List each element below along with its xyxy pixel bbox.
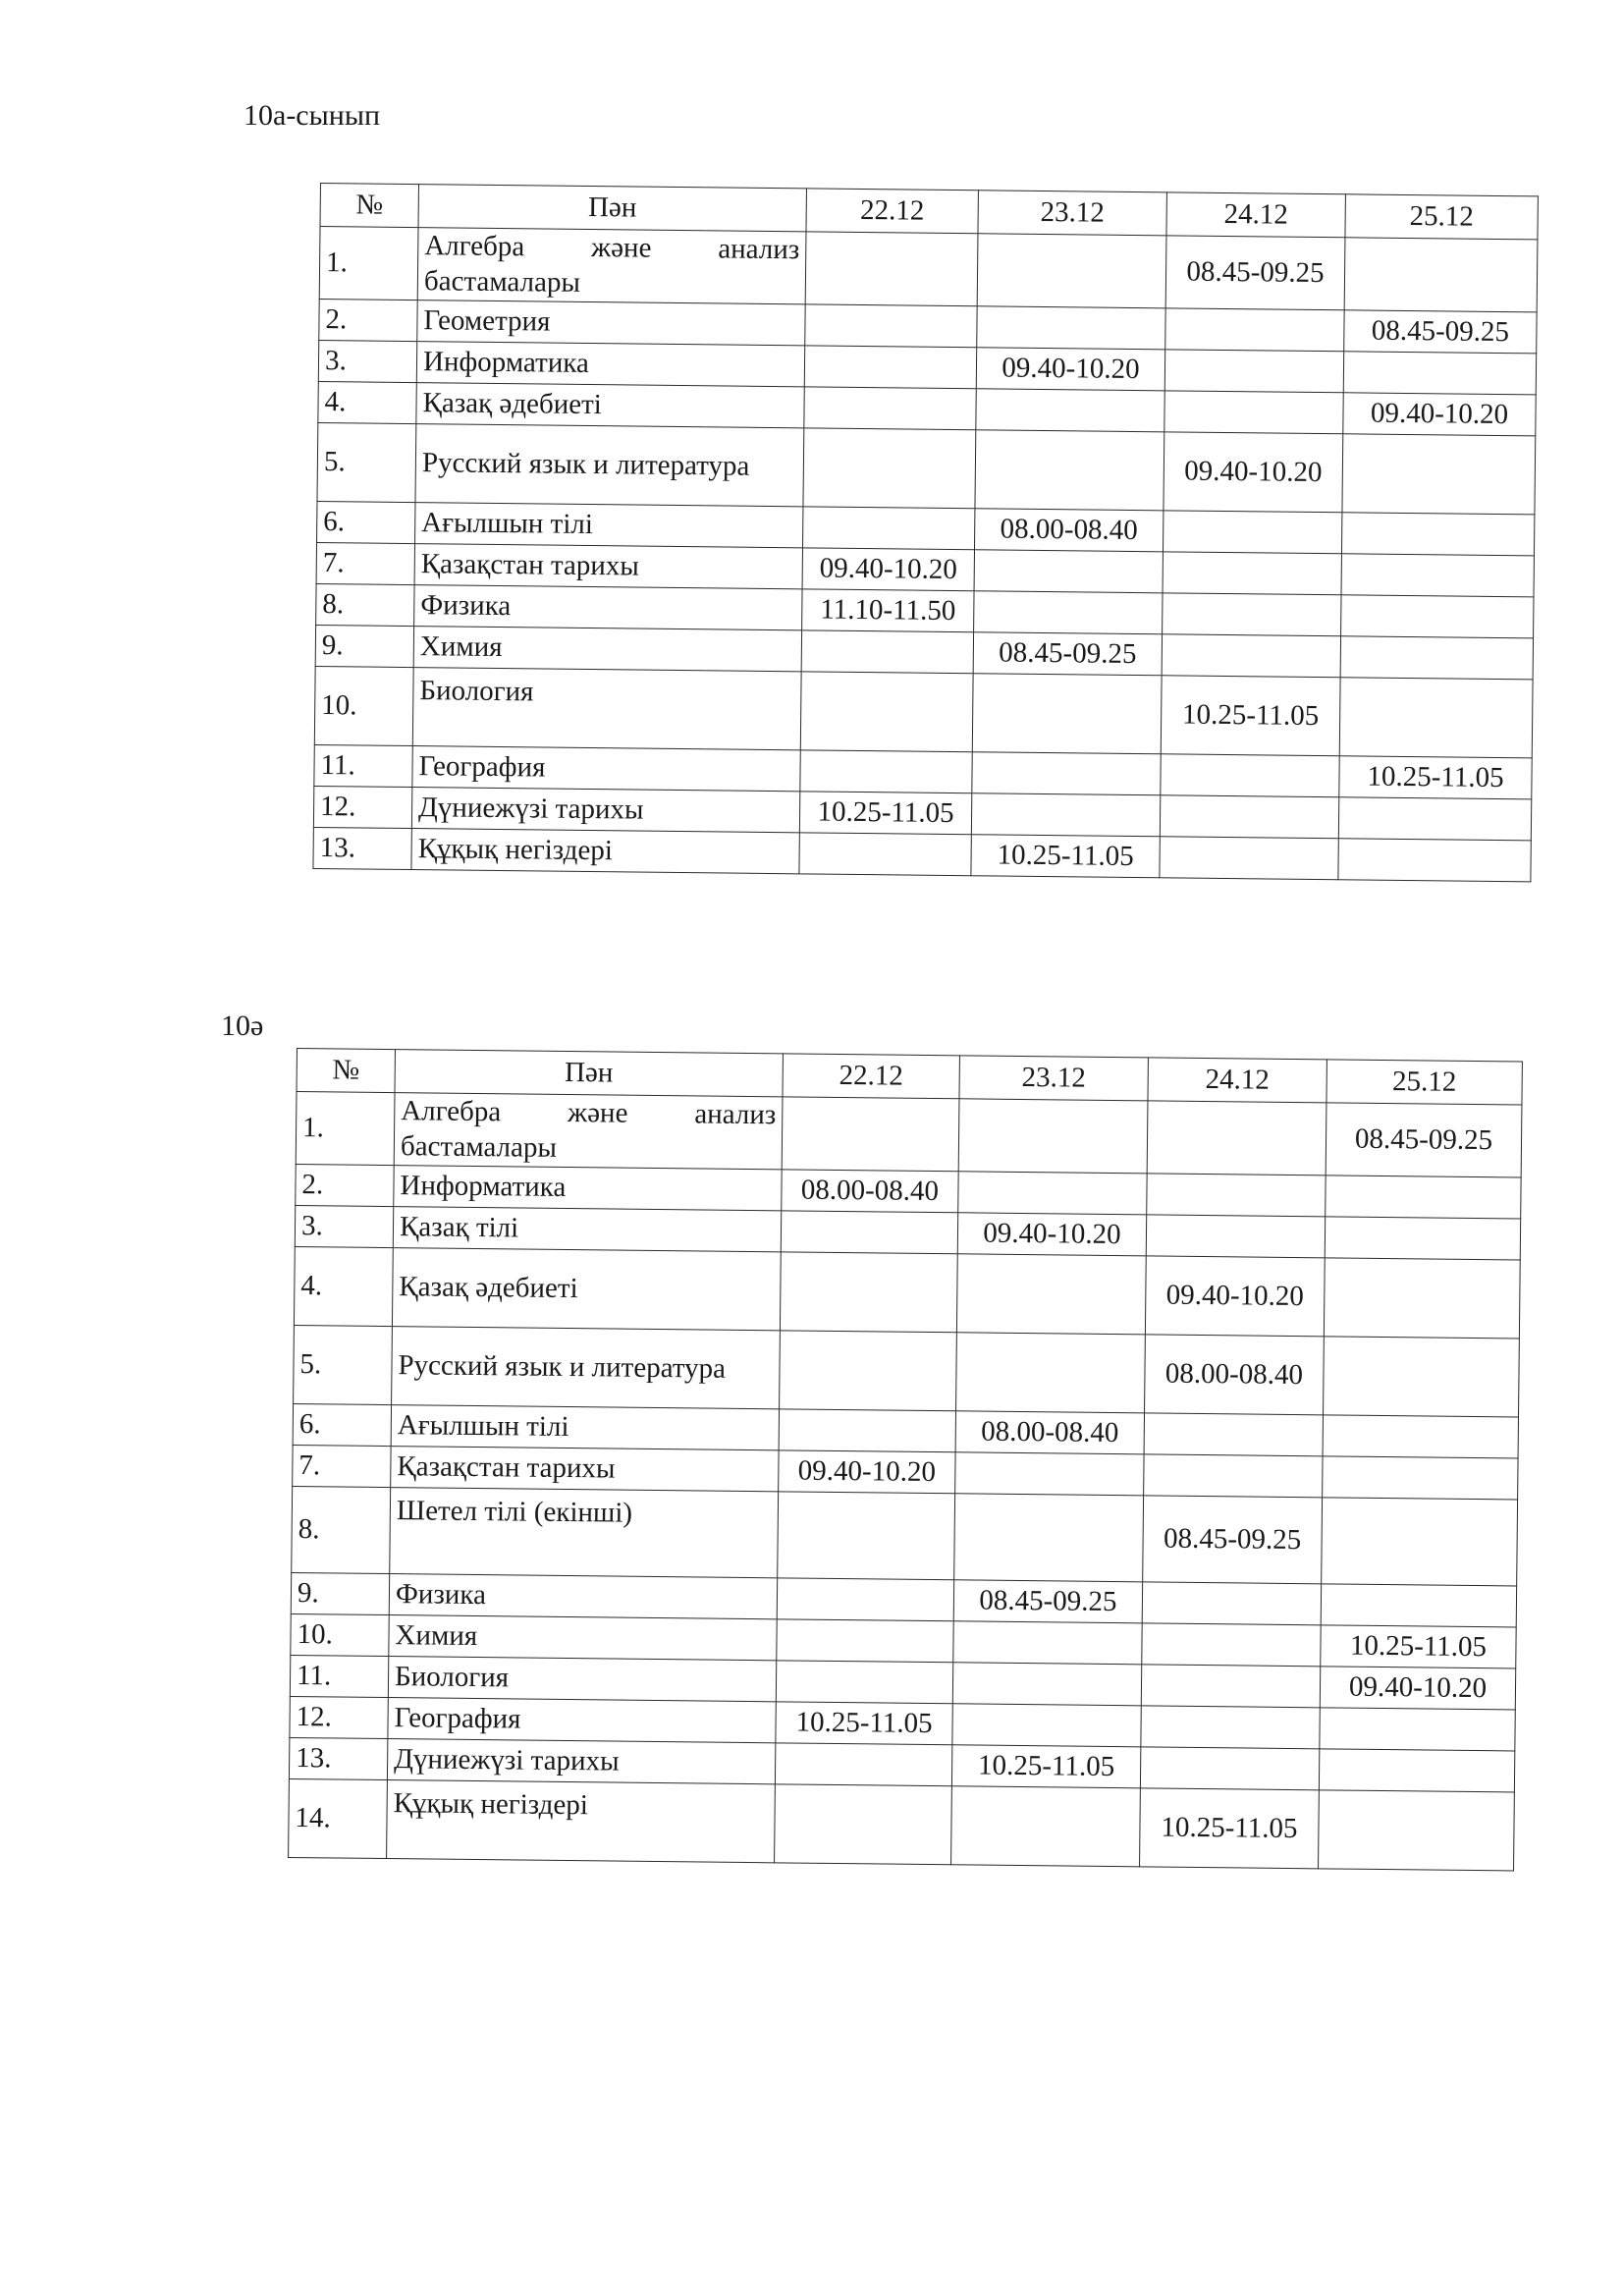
row-number: 1. — [296, 1092, 395, 1166]
time-slot: 08.45-09.25 — [1344, 310, 1537, 354]
time-slot — [955, 1452, 1144, 1496]
row-number: 8. — [292, 1486, 391, 1573]
column-header-number: № — [320, 184, 418, 228]
subject-line: бастамалары — [400, 1129, 558, 1164]
time-slot — [1319, 1749, 1514, 1792]
row-number: 8. — [316, 583, 414, 626]
time-slot — [805, 304, 977, 348]
column-header-date: 23.12 — [959, 1056, 1148, 1101]
time-slot — [956, 1333, 1146, 1413]
time-slot — [1338, 797, 1531, 841]
time-slot: 10.25-11.05 — [1161, 676, 1340, 756]
column-header-date: 22.12 — [806, 189, 978, 234]
section-title-10a: 10а-сынып — [244, 99, 381, 132]
time-slot: 10.25-11.05 — [1140, 1788, 1320, 1869]
row-number: 3. — [295, 1205, 393, 1247]
time-slot: 08.45-09.25 — [1143, 1496, 1323, 1584]
row-number: 11. — [314, 744, 412, 787]
time-slot: 09.40-10.20 — [1343, 393, 1536, 436]
time-slot — [1160, 795, 1338, 839]
time-slot — [1146, 1215, 1325, 1258]
time-slot: 10.25-11.05 — [971, 835, 1160, 878]
time-slot — [972, 674, 1162, 754]
time-slot: 10.25-11.05 — [799, 792, 971, 835]
table-row — [292, 1486, 1518, 1585]
time-slot — [1322, 1498, 1518, 1586]
time-slot: 09.40-10.20 — [1164, 432, 1343, 513]
column-header-date: 23.12 — [978, 191, 1166, 236]
time-slot — [1338, 839, 1531, 882]
time-slot — [1142, 1582, 1321, 1625]
time-slot — [1165, 308, 1344, 352]
row-number: 13. — [313, 827, 411, 869]
time-slot — [1324, 1337, 1520, 1417]
time-slot: 10.25-11.05 — [1339, 756, 1532, 799]
time-slot — [1163, 511, 1341, 554]
time-slot — [1141, 1706, 1320, 1749]
time-slot — [976, 389, 1164, 432]
row-number: 10. — [314, 666, 413, 745]
time-slot — [1343, 352, 1536, 395]
time-slot: 08.45-09.25 — [1165, 236, 1345, 310]
time-slot — [971, 793, 1160, 837]
time-slot — [803, 428, 976, 509]
time-slot — [1163, 552, 1341, 595]
row-number: 6. — [317, 501, 415, 543]
time-slot: 08.00-08.40 — [974, 509, 1163, 552]
time-slot: 10.25-11.05 — [951, 1745, 1140, 1788]
time-slot — [1144, 1454, 1323, 1498]
column-header-date: 24.12 — [1166, 192, 1345, 238]
subject-cell: Қазақ әдебиеті — [392, 1248, 781, 1331]
time-slot — [1341, 513, 1534, 556]
time-slot — [1323, 1415, 1518, 1458]
time-slot — [972, 752, 1161, 795]
subject-cell: Дүниежүзі тарихы — [411, 788, 799, 833]
time-slot — [803, 507, 975, 550]
time-slot — [977, 306, 1165, 350]
subject-cell: Геометрия — [417, 301, 805, 346]
time-slot: 09.40-10.20 — [802, 548, 974, 591]
column-header-date: 25.12 — [1326, 1060, 1522, 1105]
time-slot — [777, 1619, 953, 1663]
subject-cell: Шетел тілі (екінші) — [390, 1488, 779, 1578]
time-slot — [1340, 636, 1533, 680]
subject-cell: Ағылшын тілі — [391, 1405, 779, 1450]
time-slot — [1162, 634, 1340, 678]
time-slot — [781, 1211, 957, 1254]
table-row — [289, 1778, 1515, 1870]
time-slot: 08.45-09.25 — [973, 632, 1162, 676]
column-header-subject: Пән — [418, 185, 806, 232]
row-number: 9. — [291, 1572, 389, 1614]
column-header-date: 25.12 — [1345, 194, 1538, 240]
time-slot: 08.45-09.25 — [1326, 1103, 1522, 1177]
subject-cell: Физика — [389, 1574, 777, 1619]
time-slot — [779, 1409, 955, 1452]
subject-cell — [394, 1093, 783, 1170]
row-number: 4. — [318, 381, 416, 423]
time-slot: 10.25-11.05 — [776, 1702, 952, 1745]
time-slot — [951, 1786, 1141, 1867]
time-slot: 09.40-10.20 — [1145, 1256, 1325, 1337]
row-number: 7. — [316, 542, 414, 584]
row-number: 3. — [318, 340, 416, 382]
row-number: 7. — [293, 1445, 391, 1487]
row-number: 12. — [290, 1696, 388, 1738]
time-slot — [1325, 1217, 1520, 1260]
subject-cell: Русский язык и литература — [392, 1327, 781, 1409]
subject-cell: Химия — [413, 627, 801, 672]
time-slot — [1147, 1174, 1326, 1217]
time-slot — [1144, 1413, 1323, 1456]
subject-cell: Қазақ әдебиеті — [416, 383, 804, 428]
time-slot — [1326, 1175, 1521, 1219]
time-slot — [1160, 837, 1338, 880]
time-slot — [1163, 593, 1341, 636]
time-slot — [977, 234, 1166, 308]
subject-cell: Химия — [389, 1615, 777, 1661]
schedule-table-10ae — [288, 1048, 1523, 1871]
time-slot — [1142, 1623, 1321, 1667]
time-slot — [775, 1784, 952, 1865]
subject-cell: Құқық негіздері — [411, 829, 799, 874]
time-slot — [1147, 1101, 1326, 1175]
row-number: 10. — [291, 1613, 389, 1656]
time-slot: 09.40-10.20 — [976, 348, 1164, 391]
table-row — [317, 422, 1536, 514]
time-slot — [780, 1252, 957, 1333]
subject-cell: Физика — [414, 585, 802, 630]
column-header-date: 24.12 — [1148, 1058, 1326, 1103]
time-slot — [804, 346, 976, 389]
time-slot — [958, 1172, 1147, 1215]
time-slot — [775, 1743, 951, 1786]
row-number: 5. — [317, 422, 416, 502]
time-slot — [778, 1492, 955, 1580]
subject-cell: Қазақ тілі — [393, 1207, 781, 1252]
time-slot — [1323, 1456, 1518, 1500]
time-slot: 08.45-09.25 — [953, 1580, 1142, 1623]
time-slot — [799, 833, 971, 876]
time-slot — [776, 1661, 952, 1704]
time-slot — [1141, 1665, 1320, 1708]
subject-line: бастамалары — [423, 264, 581, 299]
time-slot — [954, 1494, 1144, 1582]
table-row — [294, 1325, 1520, 1416]
column-header-number: № — [297, 1049, 395, 1093]
time-slot: 10.25-11.05 — [1321, 1625, 1516, 1668]
time-slot — [953, 1621, 1142, 1665]
time-slot — [952, 1704, 1141, 1747]
row-number: 2. — [296, 1164, 394, 1206]
row-number: 14. — [289, 1778, 388, 1858]
time-slot: 08.00-08.40 — [782, 1170, 958, 1213]
time-slot — [1164, 391, 1343, 434]
time-slot — [1342, 434, 1536, 515]
time-slot — [1161, 754, 1339, 797]
time-slot — [956, 1254, 1146, 1335]
time-slot — [1324, 1258, 1520, 1339]
subject-cell: География — [388, 1698, 776, 1743]
time-slot: 08.00-08.40 — [1145, 1335, 1325, 1415]
row-number: 6. — [293, 1403, 391, 1446]
subject-cell: Дүниежүзі тарихы — [387, 1739, 775, 1784]
subject-cell: География — [412, 746, 800, 792]
time-slot — [780, 1331, 957, 1411]
row-number: 2. — [319, 299, 417, 341]
time-slot — [1344, 238, 1538, 312]
subject-cell: Қазақстан тарихы — [391, 1447, 779, 1492]
time-slot — [1319, 1790, 1515, 1871]
table-row — [319, 227, 1538, 312]
schedule-table-10a — [312, 183, 1538, 882]
subject-cell: Қазақстан тарихы — [414, 544, 802, 589]
time-slot — [952, 1663, 1141, 1706]
row-number: 5. — [294, 1325, 393, 1404]
subject-cell: Информатика — [416, 342, 804, 387]
column-header-subject: Пән — [395, 1050, 783, 1097]
time-slot — [1321, 1584, 1516, 1627]
subject-cell: Русский язык и литература — [415, 424, 804, 507]
time-slot — [1341, 554, 1534, 597]
row-number: 9. — [315, 625, 413, 667]
subject-cell — [417, 228, 806, 304]
row-number: 11. — [290, 1655, 388, 1697]
subject-line: Алгебра және анализ — [401, 1095, 777, 1131]
row-number: 13. — [289, 1737, 387, 1779]
table-row — [296, 1092, 1522, 1178]
time-slot: 09.40-10.20 — [1320, 1667, 1515, 1710]
time-slot — [1339, 678, 1533, 758]
row-number: 4. — [294, 1246, 393, 1326]
time-slot — [800, 672, 973, 752]
section-title-10ae: 10ә — [221, 1010, 264, 1042]
time-slot — [1140, 1747, 1319, 1790]
time-slot: 08.00-08.40 — [955, 1411, 1144, 1454]
subject-cell: Құқық негіздері — [387, 1780, 776, 1863]
time-slot — [975, 430, 1164, 511]
subject-cell: Информатика — [394, 1166, 782, 1211]
time-slot — [801, 630, 973, 674]
subject-cell: Биология — [412, 668, 801, 750]
subject-line: Алгебра және анализ — [424, 230, 800, 266]
time-slot — [974, 550, 1163, 593]
column-header-date: 22.12 — [783, 1054, 959, 1099]
table-row — [314, 666, 1533, 757]
time-slot — [777, 1578, 953, 1621]
time-slot — [1341, 595, 1534, 638]
time-slot — [804, 387, 976, 430]
time-slot — [974, 591, 1163, 634]
time-slot: 11.10-11.50 — [802, 589, 974, 632]
subject-cell: Биология — [388, 1657, 776, 1702]
row-number: 1. — [319, 227, 418, 301]
time-slot: 09.40-10.20 — [957, 1213, 1146, 1256]
subject-cell: Ағылшын тілі — [415, 503, 803, 548]
row-number: 12. — [313, 786, 411, 828]
time-slot: 09.40-10.20 — [779, 1450, 955, 1494]
time-slot — [782, 1097, 959, 1172]
time-slot — [800, 750, 972, 793]
time-slot — [1320, 1708, 1515, 1751]
time-slot — [958, 1099, 1148, 1174]
table-row — [294, 1246, 1520, 1338]
time-slot — [1164, 350, 1343, 393]
time-slot — [805, 232, 978, 306]
